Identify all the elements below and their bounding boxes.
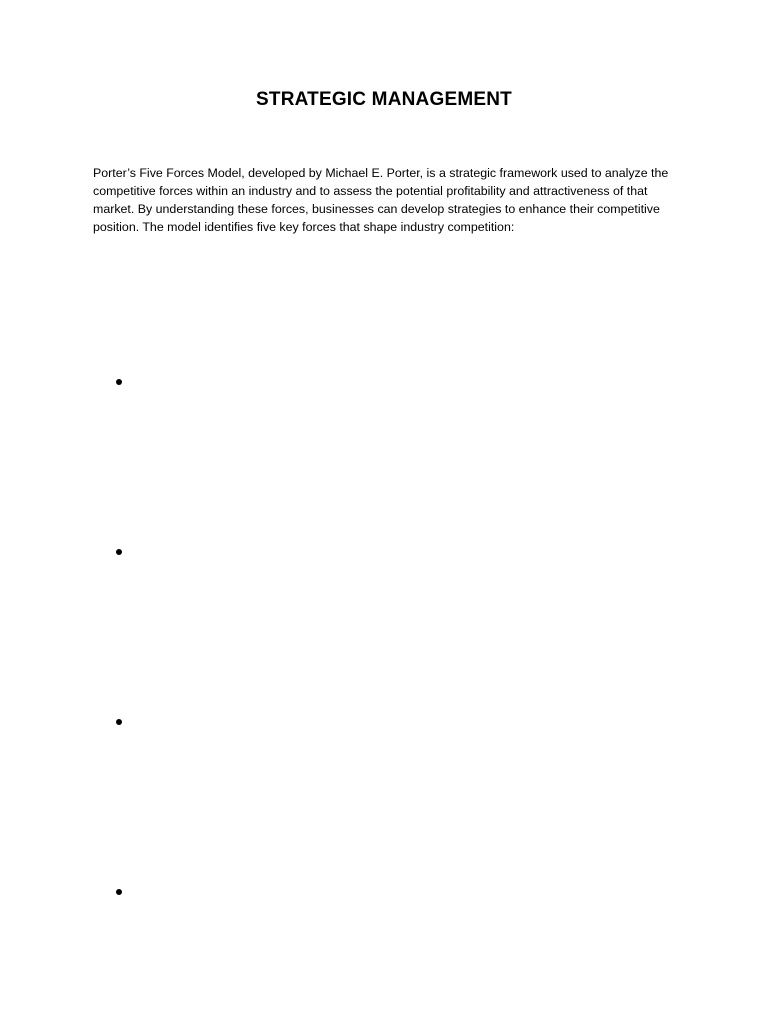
bullet-point-3: [116, 719, 122, 725]
page-title: STRATEGIC MANAGEMENT: [256, 89, 512, 110]
bullet-point-1: [116, 379, 122, 385]
bullet-point-4: [116, 889, 122, 895]
bullet-point-2: [116, 549, 122, 555]
intro-paragraph: Porter’s Five Forces Model, developed by Michael E. Porter, is a strategic framework used to analyze the competitive forces within an industry and to assess the potential profitability and attractiveness of that market. By understanding these forces, businesses can develop strategies to enhance their competitive position. The model identifies five key forces that shape industry competition:: [93, 166, 669, 234]
